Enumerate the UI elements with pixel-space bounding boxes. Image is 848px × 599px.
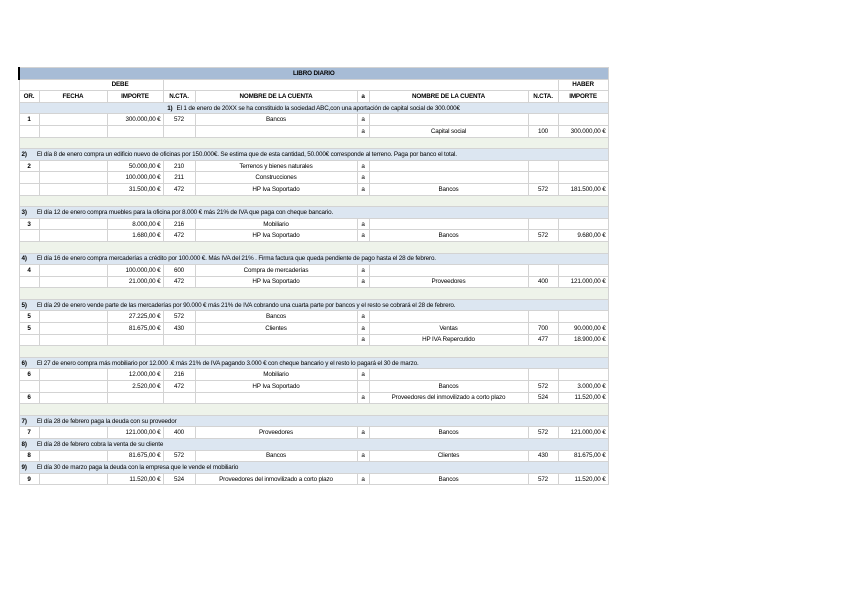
- operation-text: El día 29 de enero vende parte de las mercaderías por 90.000 € más 21% de IVA cobrando una cuarta parte por bancos y el resto se cobrará el 28 de febrero.: [36, 301, 456, 309]
- debe-cuenta-nombre: Bancos: [195, 114, 357, 126]
- separator-row: [19, 241, 608, 253]
- haber-cuenta-nombre: HP IVA Repercutido: [369, 334, 528, 346]
- journal-table: [18, 67, 609, 485]
- entry-fecha: [39, 230, 107, 242]
- entry-order: 8: [19, 450, 39, 462]
- entry-fecha: [39, 311, 107, 323]
- entry-a: a: [357, 160, 369, 172]
- entry-a: a: [357, 265, 369, 277]
- haber-cuenta-numero: 524: [528, 392, 558, 404]
- debe-cuenta-numero: 572: [163, 450, 195, 462]
- haber-cuenta-numero: [528, 369, 558, 381]
- entry-order: [19, 276, 39, 288]
- debe-cuenta-numero: 211: [163, 172, 195, 184]
- entry-a: a: [357, 450, 369, 462]
- haber-cuenta-nombre: [369, 160, 528, 172]
- debe-importe: 31.500,00 €: [107, 183, 163, 195]
- haber-cuenta-numero: [528, 114, 558, 126]
- operation-description-row: [19, 462, 608, 474]
- haber-importe: 181.500,00 €: [558, 183, 608, 195]
- debe-cuenta-numero: 472: [163, 276, 195, 288]
- operation-text: El día 12 de enero compra muebles para la oficina por 8.000 € más 21% de IVA que paga con cheque bancario.: [36, 208, 334, 216]
- entry-fecha: [39, 276, 107, 288]
- haber-importe: 18.900,00 €: [558, 334, 608, 346]
- entry-order: 4: [19, 265, 39, 277]
- debe-importe: 100.000,00 €: [107, 172, 163, 184]
- debe-importe: 8.000,00 €: [107, 218, 163, 230]
- entry-order: 7: [19, 427, 39, 439]
- col-or: OR.: [19, 91, 39, 103]
- haber-importe: 3.000,00 €: [558, 381, 608, 393]
- haber-header: HABER: [558, 79, 608, 91]
- operation-number: 3): [21, 208, 27, 216]
- entry-order: [19, 381, 39, 393]
- entry-fecha: [39, 218, 107, 230]
- debe-cuenta-nombre: Proveedores: [195, 427, 357, 439]
- libro-diario-sheet: [18, 67, 607, 485]
- operation-text: El día 30 de marzo paga la deuda con la empresa que le vende el mobiliario: [36, 463, 239, 471]
- haber-importe: [558, 218, 608, 230]
- haber-cuenta-numero: 572: [528, 381, 558, 393]
- journal-entry-row: [19, 114, 608, 126]
- debe-importe: 50.000,00 €: [107, 160, 163, 172]
- operation-description-row: [19, 439, 608, 451]
- entry-fecha: [39, 114, 107, 126]
- haber-cuenta-nombre: Bancos: [369, 473, 528, 485]
- debe-cuenta-numero: [163, 392, 195, 404]
- haber-cuenta-nombre: Clientes: [369, 450, 528, 462]
- haber-cuenta-nombre: Bancos: [369, 381, 528, 393]
- col-haber-nombre: NOMBRE DE LA CUENTA: [369, 91, 528, 103]
- debe-cuenta-nombre: Construcciones: [195, 172, 357, 184]
- haber-cuenta-nombre: Proveedores: [369, 276, 528, 288]
- haber-cuenta-nombre: [369, 114, 528, 126]
- journal-entry-row: [19, 276, 608, 288]
- haber-cuenta-numero: 572: [528, 473, 558, 485]
- haber-importe: [558, 114, 608, 126]
- journal-entry-row: [19, 218, 608, 230]
- operation-description-row: [19, 253, 608, 265]
- journal-body: [19, 102, 608, 485]
- separator-row: [19, 404, 608, 416]
- entry-order: 6: [19, 369, 39, 381]
- haber-cuenta-numero: 572: [528, 230, 558, 242]
- haber-importe: 121.000,00 €: [558, 276, 608, 288]
- journal-entry-row: [19, 427, 608, 439]
- haber-importe: 121.000,00 €: [558, 427, 608, 439]
- debe-cuenta-numero: 400: [163, 427, 195, 439]
- operation-description-row: [19, 102, 608, 114]
- debe-importe: [107, 125, 163, 137]
- debe-importe: 21.000,00 €: [107, 276, 163, 288]
- operation-number: 6): [21, 359, 27, 367]
- haber-importe: 81.675,00 €: [558, 450, 608, 462]
- haber-cuenta-nombre: Bancos: [369, 183, 528, 195]
- operation-description-row: [19, 149, 608, 161]
- debe-importe: 121.000,00 €: [107, 427, 163, 439]
- haber-importe: 300.000,00 €: [558, 125, 608, 137]
- debe-cuenta-nombre: [195, 334, 357, 346]
- journal-entry-row: [19, 392, 608, 404]
- debe-importe: [107, 392, 163, 404]
- debe-importe: 1.680,00 €: [107, 230, 163, 242]
- debe-importe: 11.520,00 €: [107, 473, 163, 485]
- debe-importe: 27.225,00 €: [107, 311, 163, 323]
- journal-entry-row: [19, 381, 608, 393]
- journal-entry-row: [19, 172, 608, 184]
- entry-a: a: [357, 230, 369, 242]
- debe-cuenta-numero: 472: [163, 183, 195, 195]
- haber-importe: 11.520,00 €: [558, 473, 608, 485]
- entry-fecha: [39, 427, 107, 439]
- journal-entry-row: [19, 311, 608, 323]
- col-haber-ncta: N.CTA.: [528, 91, 558, 103]
- haber-cuenta-nombre: [369, 265, 528, 277]
- debe-cuenta-numero: [163, 334, 195, 346]
- debe-importe: 2.520,00 €: [107, 381, 163, 393]
- journal-entry-row: [19, 450, 608, 462]
- entry-a: a: [357, 125, 369, 137]
- journal-entry-row: [19, 265, 608, 277]
- entry-order: [19, 230, 39, 242]
- haber-importe: [558, 265, 608, 277]
- operation-number: 7): [21, 417, 27, 425]
- debe-importe: 81.675,00 €: [107, 450, 163, 462]
- separator-row: [19, 288, 608, 300]
- haber-cuenta-nombre: [369, 218, 528, 230]
- debe-cuenta-nombre: HP Iva Soportado: [195, 230, 357, 242]
- debe-importe: 100.000,00 €: [107, 265, 163, 277]
- operation-number: 1): [167, 104, 173, 112]
- entry-order: 6: [19, 392, 39, 404]
- debe-cuenta-nombre: Proveedores del inmovilizado a corto plazo: [195, 473, 357, 485]
- debe-cuenta-nombre: Compra de mercaderías: [195, 265, 357, 277]
- operation-number: 2): [21, 150, 27, 158]
- haber-cuenta-nombre: Bancos: [369, 230, 528, 242]
- haber-cuenta-numero: 100: [528, 125, 558, 137]
- column-header-row: [19, 91, 608, 103]
- haber-importe: [558, 369, 608, 381]
- haber-cuenta-numero: 400: [528, 276, 558, 288]
- debe-cuenta-numero: 600: [163, 265, 195, 277]
- debe-cuenta-nombre: Bancos: [195, 450, 357, 462]
- haber-cuenta-numero: [528, 160, 558, 172]
- debe-importe: 300.000,00 €: [107, 114, 163, 126]
- entry-fecha: [39, 265, 107, 277]
- entry-a: a: [357, 276, 369, 288]
- entry-a: a: [357, 369, 369, 381]
- debe-cuenta-numero: 472: [163, 230, 195, 242]
- col-debe-nombre: NOMBRE DE LA CUENTA: [195, 91, 357, 103]
- entry-a: a: [357, 311, 369, 323]
- journal-entry-row: [19, 323, 608, 335]
- haber-cuenta-nombre: [369, 369, 528, 381]
- debe-cuenta-nombre: Clientes: [195, 323, 357, 335]
- operation-description-row: [19, 299, 608, 311]
- debe-cuenta-numero: 430: [163, 323, 195, 335]
- journal-entry-row: [19, 369, 608, 381]
- journal-entry-row: [19, 160, 608, 172]
- journal-entry-row: [19, 334, 608, 346]
- entry-a: a: [357, 172, 369, 184]
- debe-cuenta-numero: [163, 125, 195, 137]
- debe-cuenta-nombre: Bancos: [195, 311, 357, 323]
- entry-a: [357, 381, 369, 393]
- separator-row: [19, 195, 608, 207]
- haber-cuenta-nombre: Proveedores del inmovilizado a corto plazo: [369, 392, 528, 404]
- debe-cuenta-numero: 210: [163, 160, 195, 172]
- entry-a: a: [357, 323, 369, 335]
- separator-row: [19, 137, 608, 149]
- haber-cuenta-numero: 572: [528, 183, 558, 195]
- operation-text: El día 28 de febrero cobra la venta de su cliente: [36, 440, 164, 448]
- haber-cuenta-nombre: Ventas: [369, 323, 528, 335]
- haber-importe: [558, 172, 608, 184]
- entry-a: a: [357, 114, 369, 126]
- col-debe-importe: IMPORTE: [107, 91, 163, 103]
- side-header-row: [19, 79, 608, 91]
- operation-text: El 27 de enero compra más mobiliario por 12.000 .€ más 21% de IVA pagando 3.000 € con cheque bancario y el resto lo pagará el 30 de marzo.: [36, 359, 419, 367]
- haber-cuenta-numero: [528, 311, 558, 323]
- operation-text: El día 16 de enero compra mercaderías a crédito por 100.000 €. Más IVA del 21% . Firma factura que queda pendiente de pago hasta el 28 de febrero.: [36, 255, 436, 263]
- haber-importe: 9.680,00 €: [558, 230, 608, 242]
- debe-cuenta-nombre: Mobiliario: [195, 218, 357, 230]
- entry-fecha: [39, 183, 107, 195]
- debe-cuenta-numero: 216: [163, 369, 195, 381]
- entry-fecha: [39, 323, 107, 335]
- entry-a: a: [357, 392, 369, 404]
- entry-a: a: [357, 473, 369, 485]
- operation-number: 4): [21, 255, 27, 263]
- debe-importe: 12.000,00 €: [107, 369, 163, 381]
- operation-description-row: [19, 357, 608, 369]
- entry-fecha: [39, 172, 107, 184]
- entry-order: 5: [19, 323, 39, 335]
- entry-fecha: [39, 450, 107, 462]
- debe-cuenta-numero: 572: [163, 114, 195, 126]
- entry-fecha: [39, 381, 107, 393]
- journal-entry-row: [19, 230, 608, 242]
- journal-entry-row: [19, 473, 608, 485]
- entry-order: 2: [19, 160, 39, 172]
- debe-cuenta-nombre: Mobiliario: [195, 369, 357, 381]
- haber-cuenta-numero: 572: [528, 427, 558, 439]
- entry-fecha: [39, 473, 107, 485]
- entry-fecha: [39, 125, 107, 137]
- debe-cuenta-numero: 524: [163, 473, 195, 485]
- haber-cuenta-nombre: [369, 172, 528, 184]
- col-fecha: FECHA: [39, 91, 107, 103]
- haber-cuenta-numero: [528, 265, 558, 277]
- haber-cuenta-nombre: Bancos: [369, 427, 528, 439]
- haber-cuenta-nombre: Capital social: [369, 125, 528, 137]
- debe-header: DEBE: [19, 79, 163, 91]
- debe-cuenta-numero: 572: [163, 311, 195, 323]
- debe-cuenta-nombre: [195, 392, 357, 404]
- journal-entry-row: [19, 125, 608, 137]
- debe-importe: 81.675,00 €: [107, 323, 163, 335]
- haber-cuenta-numero: [528, 172, 558, 184]
- operation-description-row: [19, 207, 608, 219]
- entry-fecha: [39, 334, 107, 346]
- entry-a: a: [357, 218, 369, 230]
- operation-number: 5): [21, 301, 27, 309]
- entry-a: a: [357, 183, 369, 195]
- entry-order: [19, 172, 39, 184]
- title-row: [19, 68, 608, 80]
- operation-text: El día 28 de febrero paga la deuda con su proveedor: [36, 417, 177, 425]
- entry-fecha: [39, 369, 107, 381]
- entry-order: 1: [19, 114, 39, 126]
- entry-fecha: [39, 392, 107, 404]
- haber-cuenta-numero: [528, 218, 558, 230]
- entry-order: 5: [19, 311, 39, 323]
- operation-number: 9): [21, 463, 27, 471]
- haber-importe: [558, 160, 608, 172]
- debe-cuenta-nombre: HP Iva Soportado: [195, 381, 357, 393]
- haber-cuenta-numero: 430: [528, 450, 558, 462]
- haber-importe: [558, 311, 608, 323]
- debe-cuenta-nombre: HP Iva Soportado: [195, 276, 357, 288]
- entry-order: [19, 334, 39, 346]
- operation-text: El día 8 de enero compra un edificio nuevo de oficinas por 150.000€. Se estima que de esta cantidad, 50.000€ corresponde al terreno. Paga por banco el total.: [36, 150, 457, 158]
- debe-cuenta-nombre: Terrenos y bienes naturales: [195, 160, 357, 172]
- journal-title: LIBRO DIARIO: [19, 68, 608, 80]
- journal-entry-row: [19, 183, 608, 195]
- operation-number: 8): [21, 440, 27, 448]
- operation-description-row: [19, 415, 608, 427]
- debe-cuenta-nombre: [195, 125, 357, 137]
- debe-cuenta-nombre: HP Iva Soportado: [195, 183, 357, 195]
- col-a: a: [357, 91, 369, 103]
- debe-cuenta-numero: 216: [163, 218, 195, 230]
- entry-order: 9: [19, 473, 39, 485]
- haber-cuenta-numero: 700: [528, 323, 558, 335]
- separator-row: [19, 346, 608, 358]
- haber-importe: 11.520,00 €: [558, 392, 608, 404]
- haber-importe: 90.000,00 €: [558, 323, 608, 335]
- col-haber-importe: IMPORTE: [558, 91, 608, 103]
- entry-order: [19, 125, 39, 137]
- entry-order: [19, 183, 39, 195]
- entry-a: a: [357, 334, 369, 346]
- haber-cuenta-numero: 477: [528, 334, 558, 346]
- debe-cuenta-numero: 472: [163, 381, 195, 393]
- entry-order: 3: [19, 218, 39, 230]
- debe-importe: [107, 334, 163, 346]
- operation-text: El 1 de enero de 20XX se ha constituido la sociedad ABC,con una aportación de capital social de 300.000€: [176, 104, 460, 112]
- entry-fecha: [39, 160, 107, 172]
- col-debe-ncta: N.CTA.: [163, 91, 195, 103]
- entry-a: a: [357, 427, 369, 439]
- haber-cuenta-nombre: [369, 311, 528, 323]
